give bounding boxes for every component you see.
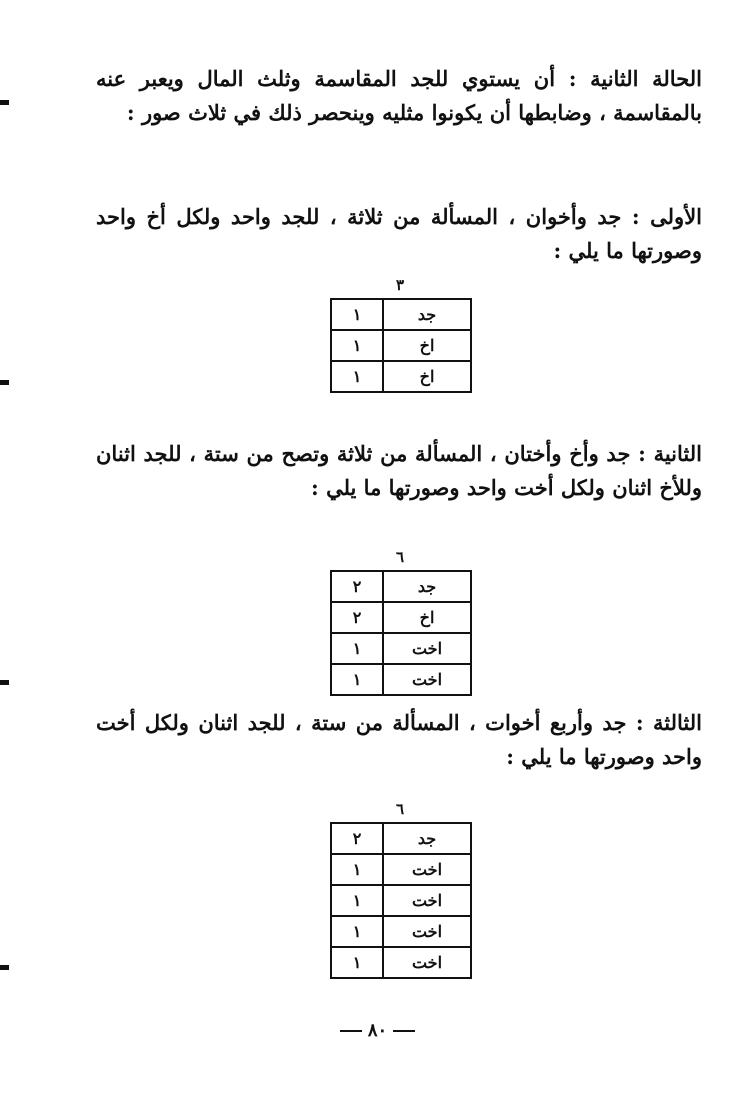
margin-mark [0, 680, 9, 685]
table-row [331, 947, 471, 978]
share-cell: ١ [331, 885, 383, 916]
table-row [331, 602, 471, 633]
inheritance-table-1 [330, 276, 472, 393]
inheritance-table-2 [330, 548, 472, 696]
heir-cell: جد [383, 299, 471, 330]
share-cell: ١ [331, 947, 383, 978]
inheritance-table-3 [330, 800, 472, 979]
table-row [331, 664, 471, 695]
paragraph-second-form: الثانية : جد وأخ وأختان ، المسألة من ثلاثة وتصح من ستة ، للجد اثنان وللأخ اثنان ولكل أخت واحد وصورتها ما يلي : [96, 441, 702, 500]
margin-mark [0, 100, 9, 105]
share-cell: ٢ [331, 602, 383, 633]
shares-table [330, 298, 472, 393]
paragraph-first-form: الأولى : جد وأخوان ، المسألة من ثلاثة ، للجد واحد ولكل أخ واحد وصورتها ما يلي : [96, 204, 702, 263]
shares-table [330, 570, 472, 696]
table-base-number: ٦ [395, 548, 405, 566]
heir-cell: اخت [383, 916, 471, 947]
table-row [331, 854, 471, 885]
heir-cell: اخت [383, 633, 471, 664]
share-cell: ١ [331, 664, 383, 695]
heir-cell: اخت [383, 854, 471, 885]
paragraph-third-form: الثالثة : جد وأربع أخوات ، المسألة من ستة ، للجد اثنان ولكل أخت واحد وصورتها ما يلي : [96, 710, 702, 769]
heir-cell: اخت [383, 885, 471, 916]
heir-cell: اخ [383, 361, 471, 392]
share-cell: ٢ [331, 823, 383, 854]
margin-mark [0, 965, 9, 970]
heir-cell: جد [383, 823, 471, 854]
table-row [331, 823, 471, 854]
share-cell: ١ [331, 916, 383, 947]
table-row [331, 885, 471, 916]
dash-right [393, 1030, 415, 1032]
heir-cell: اخ [383, 602, 471, 633]
table-base-number: ٣ [395, 276, 405, 294]
heir-cell: جد [383, 571, 471, 602]
share-cell: ١ [331, 330, 383, 361]
table-row [331, 571, 471, 602]
share-cell: ١ [331, 361, 383, 392]
paragraph-case-two: الحالة الثانية : أن يستوي للجد المقاسمة وثلث المال ويعبر عنه بالمقاسمة ، وضابطها أن يكونوا مثليه وينحصر ذلك في ثلاث صور : [96, 66, 702, 125]
heir-cell: اخت [383, 947, 471, 978]
page-number [0, 1020, 755, 1041]
table-row [331, 361, 471, 392]
share-cell: ١ [331, 633, 383, 664]
table-row [331, 299, 471, 330]
share-cell: ٢ [331, 571, 383, 602]
share-cell: ١ [331, 299, 383, 330]
page-number-text: ٨٠ [367, 1020, 388, 1041]
table-row [331, 916, 471, 947]
table-row [331, 633, 471, 664]
shares-table [330, 822, 472, 979]
heir-cell: اخت [383, 664, 471, 695]
table-row [331, 330, 471, 361]
margin-mark [0, 380, 9, 385]
heir-cell: اخ [383, 330, 471, 361]
share-cell: ١ [331, 854, 383, 885]
dash-left [340, 1030, 362, 1032]
table-base-number: ٦ [395, 800, 405, 818]
